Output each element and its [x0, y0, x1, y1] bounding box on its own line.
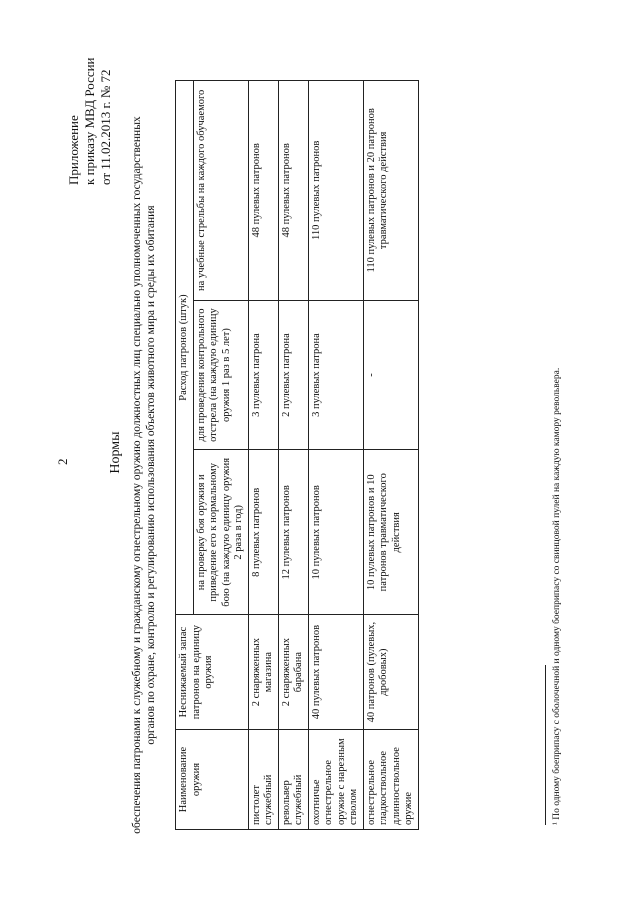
table-row — [248, 81, 278, 830]
table-row — [363, 81, 418, 830]
cell-weapon: охотничье огнестрельное оружие с нарезным стволом — [308, 730, 363, 830]
cell-control: 3 пулевых патрона — [308, 300, 363, 450]
cell-training: 48 пулевых патронов — [248, 81, 278, 301]
cell-weapon: пистолет служебный — [248, 730, 278, 830]
cell-training: 48 пулевых патронов — [278, 81, 308, 301]
cell-control: 2 пулевых патрона — [278, 300, 308, 450]
appendix-line: к приказу МВД России — [82, 57, 97, 185]
cell-reserve: 2 снаряженных магазина — [248, 615, 278, 730]
appendix-line: от 11.02.2013 г. № 72 — [98, 69, 113, 185]
cell-reserve: 40 патронов (пулевых, дробовых) — [363, 615, 418, 730]
appendix-line: Приложение — [66, 115, 81, 185]
cell-reserve: 2 снаряженных барабана — [278, 615, 308, 730]
header-check: на проверку боя оружия и приведение его к нормальному бою (на каждую единицу оружия 2 раза в год) — [193, 450, 248, 615]
cell-check: 10 пулевых патронов и 10 патронов травматического действия — [363, 450, 418, 615]
cell-training: 110 пулевых патронов и 20 патронов травматического действия — [363, 81, 418, 301]
norms-table — [175, 80, 419, 830]
table-row — [278, 81, 308, 830]
footnote: ¹ По одному боеприпасу с оболочечной и одному боеприпасу со свинцовой пулей на каждую камору револьвера. — [552, 367, 562, 825]
cell-check: 8 пулевых патронов — [248, 450, 278, 615]
header-training: на учебные стрельбы на каждого обучаемого — [193, 81, 248, 301]
header-control: для проведения контрольного отстрела (на каждую единицу оружия 1 раз в 5 лет) — [193, 300, 248, 450]
document-title: Нормы — [108, 431, 123, 474]
header-consumption: Расход патронов (штук) — [176, 81, 194, 615]
footnote-divider — [545, 665, 546, 825]
header-reserve: Неснижаемый запас патронов на единицу оружия — [176, 615, 249, 730]
cell-control: 3 пулевых патрона — [248, 300, 278, 450]
cell-check: 10 пулевых патронов — [308, 450, 363, 615]
document-subtitle: обеспечения патронами к служебному и гражданскому огнестрельному оружию должностных лиц специально уполномоченных государственных органов по охране, контролю и регулированию использования объектов животного мира и среды их обитания — [131, 116, 157, 834]
table-row — [308, 81, 363, 830]
cell-reserve: 40 пулевых патронов — [308, 615, 363, 730]
header-weapon: Наименование оружия — [176, 730, 249, 830]
cell-training: 110 пулевых патронов — [308, 81, 363, 301]
cell-weapon: огнестрельное гладкоствольное длинноствольное оружие — [363, 730, 418, 830]
cell-check: 12 пулевых патронов — [278, 450, 308, 615]
page-number: 2 — [55, 458, 70, 465]
appendix-reference — [66, 57, 114, 185]
cell-weapon: револьвер служебный — [278, 730, 308, 830]
cell-control: - — [363, 300, 418, 450]
